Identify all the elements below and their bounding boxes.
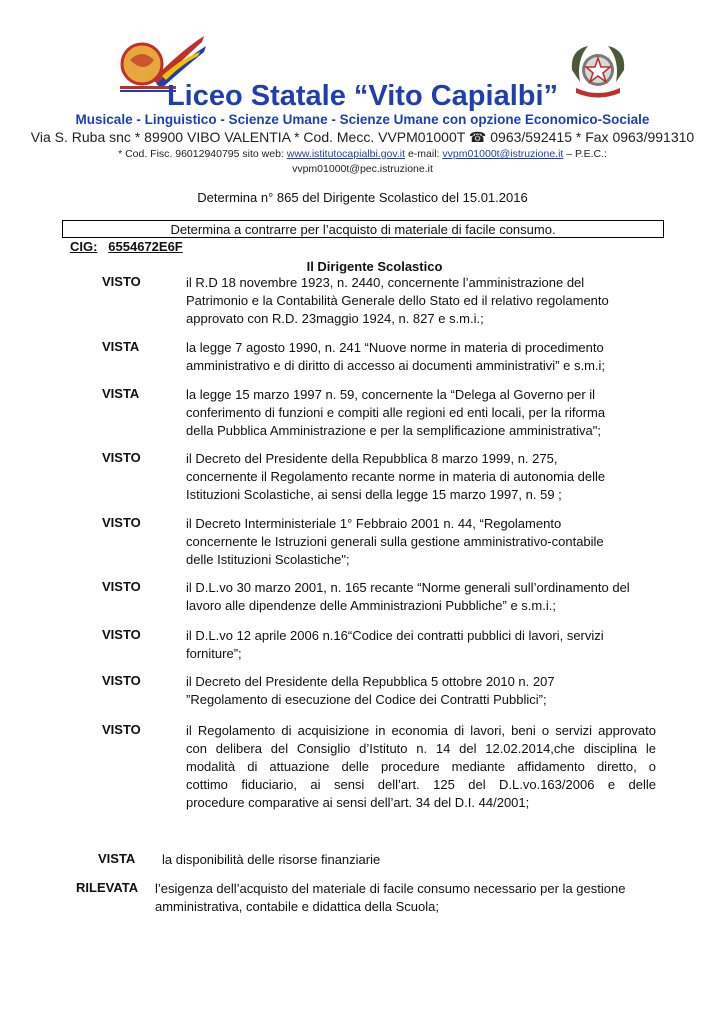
recital-line: il Decreto del Presidente della Repubblica 5 ottobre 2010 n. 207 bbox=[186, 674, 555, 689]
recital-line: il D.L.vo 30 marzo 2001, n. 165 recante “Norme generali sull’ordinamento del bbox=[186, 580, 630, 595]
recital-label: VISTO bbox=[102, 673, 141, 688]
recital-line: conferimento di funzioni e compiti alle regioni ed enti locali, per la riforma bbox=[186, 405, 606, 420]
recital-line: amministrativo e di diritto di accesso ai documenti amministrativi” e s.m.i; bbox=[186, 358, 606, 373]
recital-line: il Decreto Interministeriale 1° Febbraio 2001 n. 44, “Regolamento bbox=[186, 516, 562, 531]
school-subtitle: Musicale - Linguistico - Scienze Umane - Scienze Umane con opzione Economico-Sociale bbox=[75, 112, 650, 127]
recital-text: la disponibilità delle risorse finanziarie bbox=[162, 852, 381, 867]
cig-line bbox=[70, 239, 183, 254]
document-title: Determina n° 865 del Dirigente Scolastico del 15.01.2016 bbox=[197, 190, 528, 205]
recital-line: con delibera del Consiglio d’Istituto n. 14 del 12.02.2014,che disciplina le bbox=[186, 741, 656, 756]
dirigente-heading: Il Dirigente Scolastico bbox=[306, 259, 443, 274]
email-link[interactable]: vvpm01000t@istruzione.it bbox=[442, 148, 564, 160]
document-object-box: Determina a contrarre per l’acquisto di materiale di facile consumo. bbox=[62, 220, 664, 238]
recital-label: VISTO bbox=[102, 627, 141, 642]
recital-line: concernente il Regolamento recante norme in materia di autonomia delle bbox=[186, 469, 606, 484]
cig-label: CIG: bbox=[70, 239, 98, 254]
recital-label: VISTO bbox=[102, 450, 141, 465]
recital-line: il Regolamento di acquisizione in economia di lavori, beni o servizi approvato bbox=[186, 723, 656, 738]
recital-text bbox=[186, 386, 656, 440]
fiscal-prefix: * Cod. Fisc. 96012940795 sito web: bbox=[118, 148, 287, 160]
recital-line: la legge 15 marzo 1997 n. 59, concernente la “Delega al Governo per il bbox=[186, 387, 596, 402]
recital-line: cottimo fiduciario, ai sensi dell’art. 125 del D.L.vo.163/2006 e delle bbox=[186, 777, 656, 792]
website-link[interactable]: www.istitutocapialbi.gov.it bbox=[286, 148, 406, 160]
recital-label: RILEVATA bbox=[76, 880, 139, 895]
email-prefix: e-mail: bbox=[405, 148, 443, 160]
recital-line: Istituzioni Scolastiche, ai sensi della legge 15 marzo 1997, n. 59 ; bbox=[186, 487, 562, 502]
recital-label: VISTA bbox=[102, 339, 140, 354]
recital-line: delle Istituzioni Scolastiche"; bbox=[186, 552, 350, 567]
recital-label: VISTA bbox=[102, 386, 140, 401]
recital-label: VISTO bbox=[102, 274, 141, 289]
school-address: Via S. Ruba snc * 89900 VIBO VALENTIA * Cod. Mecc. VVPM01000T ☎ 0963/592415 * Fax 0963/991310 bbox=[30, 129, 695, 145]
recital-line: il R.D 18 novembre 1923, n. 2440, concernente l’amministrazione del bbox=[186, 275, 585, 290]
recital-line: concernente le Istruzioni generali sulla gestione amministrativo-contabile bbox=[186, 534, 604, 549]
recital-text bbox=[186, 450, 656, 504]
recital-line: della Pubblica Amministrazione e per la semplificazione amministrativa"; bbox=[186, 423, 602, 438]
recital-label: VISTA bbox=[98, 851, 136, 866]
recital-line: Patrimonio e la Contabilità Generale dello Stato ed il relativo regolamento bbox=[186, 293, 609, 308]
recital-line: il Decreto del Presidente della Repubblica 8 marzo 1999, n. 275, bbox=[186, 451, 558, 466]
fiscal-contact-line bbox=[0, 147, 725, 177]
recital-line: ”Regolamento di esecuzione del Codice dei Contratti Pubblici”; bbox=[186, 692, 547, 707]
recital-text bbox=[186, 722, 656, 812]
recital-text bbox=[186, 579, 656, 615]
recital-line: approvato con R.D. 23maggio 1924, n. 827 e s.m.i.; bbox=[186, 311, 484, 326]
recital-label: VISTO bbox=[102, 722, 141, 737]
recital-line: procedure comparative ai sensi dell’art. 34 del D.I. 44/2001; bbox=[186, 795, 530, 810]
recital-line: la legge 7 agosto 1990, n. 241 “Nuove norme in materia di procedimento bbox=[186, 340, 604, 355]
recital-text bbox=[186, 274, 656, 328]
recital-label: VISTO bbox=[102, 579, 141, 594]
recital-text bbox=[186, 673, 656, 709]
recital-text bbox=[186, 515, 656, 569]
cig-value: 6554672E6F bbox=[108, 239, 183, 254]
recital-line: amministrativa, contabile e didattica della Scuola; bbox=[155, 899, 439, 914]
recital-text bbox=[186, 627, 656, 663]
recital-line: modalità di attuazione delle procedure mediante affidamento diretto, o bbox=[186, 759, 656, 774]
recital-text bbox=[155, 880, 675, 916]
recital-text bbox=[186, 339, 656, 375]
recital-line: l’esigenza dell’acquisto del materiale di facile consumo necessario per la gestione bbox=[155, 881, 626, 896]
recital-line: lavoro alle dipendenze delle Amministrazioni Pubbliche” e s.m.i.; bbox=[186, 598, 556, 613]
school-name: Liceo Statale “Vito Capialbi” bbox=[166, 80, 559, 112]
recital-line: il D.L.vo 12 aprile 2006 n.16“Codice dei contratti pubblici di lavori, servizi bbox=[186, 628, 604, 643]
pec-prefix: – P.E.C.: bbox=[563, 148, 607, 160]
recital-line: forniture”; bbox=[186, 646, 242, 661]
pec-address: vvpm01000t@pec.istruzione.it bbox=[292, 163, 433, 175]
recital-label: VISTO bbox=[102, 515, 141, 530]
